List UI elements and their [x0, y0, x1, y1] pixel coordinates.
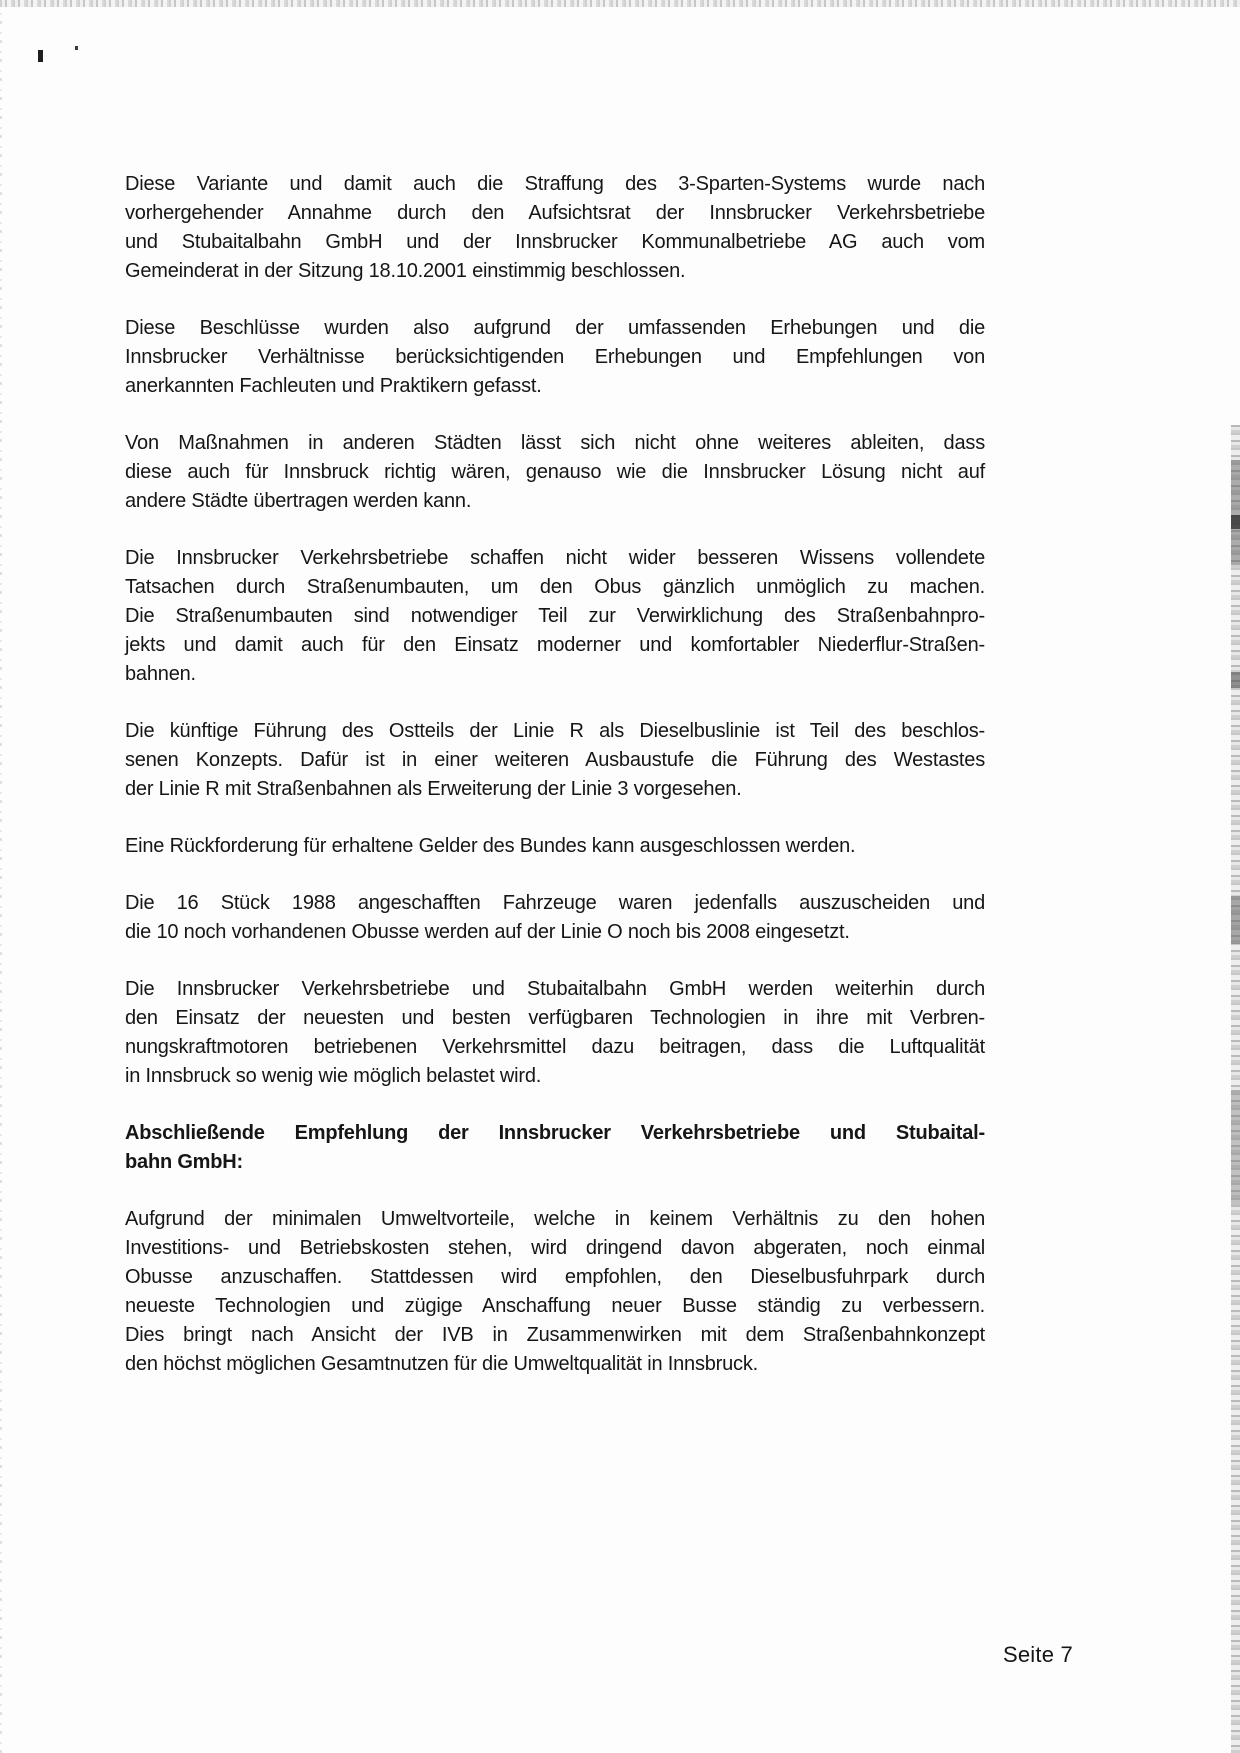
page-number: Seite 7 — [1003, 1642, 1073, 1667]
text-line: jekts und damit auch für den Einsatz moderner und komfortabler Niederflur-Straßen- — [125, 634, 985, 656]
scan-noise-dark-segment — [1231, 672, 1240, 688]
text-line: vorhergehender Annahme durch den Aufsichtsrat der Innsbrucker Verkehrsbetriebe — [125, 202, 985, 224]
paragraph — [125, 889, 985, 947]
paragraph — [125, 429, 985, 516]
scan-noise-dark-segment — [1231, 460, 1240, 565]
text-line: bahnen. — [125, 663, 196, 685]
text-line: Diese Variante und damit auch die Straffung des 3-Sparten-Systems wurde nach — [125, 173, 985, 195]
paragraph — [125, 832, 985, 861]
text-line: bahn GmbH: — [125, 1151, 243, 1173]
text-line: Tatsachen durch Straßenumbauten, um den Obus gänzlich unmöglich zu machen. — [125, 576, 985, 598]
scan-noise-dark-segment — [1231, 896, 1240, 944]
text-line: diese auch für Innsbruck richtig wären, genauso wie die Innsbrucker Lösung nicht auf — [125, 461, 985, 483]
paragraph — [125, 975, 985, 1091]
scan-speck — [75, 46, 78, 50]
text-line: Innsbrucker Verhältnisse berücksichtigenden Erhebungen und Empfehlungen von — [125, 346, 985, 368]
scan-speck — [38, 50, 43, 62]
scan-noise-dark-segment — [1231, 515, 1240, 529]
text-line: Die künftige Führung des Ostteils der Linie R als Dieselbuslinie ist Teil des beschlos- — [125, 720, 985, 742]
text-line: in Innsbruck so wenig wie möglich belastet wird. — [125, 1065, 542, 1087]
text-line: Aufgrund der minimalen Umweltvorteile, welche in keinem Verhältnis zu den hohen — [125, 1208, 985, 1230]
text-line: andere Städte übertragen werden kann. — [125, 490, 472, 512]
paragraph — [125, 1205, 985, 1379]
paragraph — [125, 170, 985, 286]
text-line: Diese Beschlüsse wurden also aufgrund der umfassenden Erhebungen und die — [125, 317, 985, 339]
text-line: Die Innsbrucker Verkehrsbetriebe schaffen nicht wider besseren Wissens vollendete — [125, 547, 985, 569]
text-line: nungskraftmotoren betriebenen Verkehrsmittel dazu beitragen, dass die Luftqualität — [125, 1036, 985, 1058]
text-line: den höchst möglichen Gesamtnutzen für die Umweltqualität in Innsbruck. — [125, 1353, 759, 1375]
text-line: Die Straßenumbauten sind notwendiger Teil zur Verwirklichung des Straßenbahnpro- — [125, 605, 985, 627]
paragraph — [125, 544, 985, 689]
text-line: Die Innsbrucker Verkehrsbetriebe und Stubaitalbahn GmbH werden weiterhin durch — [125, 978, 985, 1000]
scan-noise-right-edge — [1231, 425, 1240, 1753]
text-line: Von Maßnahmen in anderen Städten lässt sich nicht ohne weiteres ableiten, dass — [125, 432, 985, 454]
section-heading — [125, 1119, 985, 1177]
paragraph — [125, 717, 985, 804]
text-line: den Einsatz der neuesten und besten verfügbaren Technologien in ihre mit Verbren- — [125, 1007, 985, 1029]
text-line: Dies bringt nach Ansicht der IVB in Zusammenwirken mit dem Straßenbahnkonzept — [125, 1324, 985, 1346]
scan-noise-top-edge — [0, 0, 1240, 7]
text-line: Obusse anzuschaffen. Stattdessen wird empfohlen, den Dieselbusfuhrpark durch — [125, 1266, 985, 1288]
text-line: Investitions- und Betriebskosten stehen, wird dringend davon abgeraten, noch einmal — [125, 1237, 985, 1259]
paragraph — [125, 314, 985, 401]
text-line: und Stubaitalbahn GmbH und der Innsbrucker Kommunalbetriebe AG auch vom — [125, 231, 985, 253]
text-line: Eine Rückforderung für erhaltene Gelder des Bundes kann ausgeschlossen werden. — [125, 835, 856, 857]
text-line: Die 16 Stück 1988 angeschafften Fahrzeuge waren jedenfalls auszuscheiden und — [125, 892, 985, 914]
text-line: neueste Technologien und zügige Anschaffung neuer Busse ständig zu verbessern. — [125, 1295, 985, 1317]
scan-noise-left-edge — [0, 0, 2, 1753]
text-line: senen Konzepts. Dafür ist in einer weiteren Ausbaustufe die Führung des Westastes — [125, 749, 985, 771]
text-line: die 10 noch vorhandenen Obusse werden auf der Linie O noch bis 2008 eingesetzt. — [125, 921, 850, 943]
document-body — [125, 170, 985, 1407]
text-line: der Linie R mit Straßenbahnen als Erweiterung der Linie 3 vorgesehen. — [125, 778, 742, 800]
text-line: Abschließende Empfehlung der Innsbrucker Verkehrsbetriebe und Stubaital- — [125, 1122, 985, 1144]
text-line: anerkannten Fachleuten und Praktikern gefasst. — [125, 375, 542, 397]
scan-noise-dark-segment — [1231, 1090, 1240, 1205]
text-line: Gemeinderat in der Sitzung 18.10.2001 einstimmig beschlossen. — [125, 260, 686, 282]
